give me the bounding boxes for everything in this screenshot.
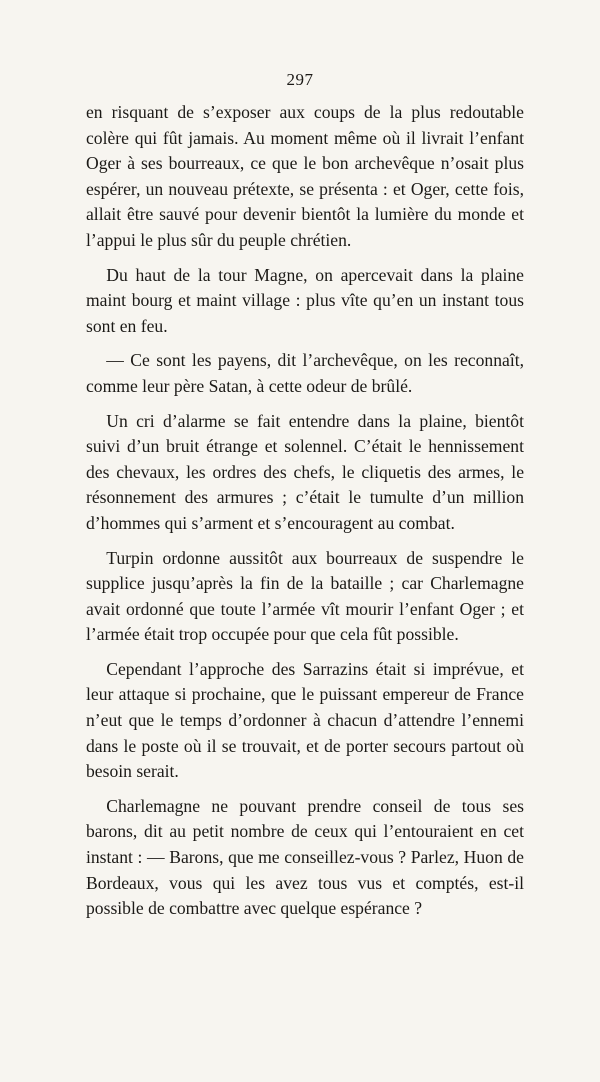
paragraph: — Ce sont les payens, dit l’archevêque, on les reconnaît, comme leur père Satan, à cette odeur de brûlé. [86,350,524,396]
body-text [86,100,524,931]
paragraph: Du haut de la tour Magne, on apercevait dans la plaine maint bourg et maint village : plus vîte qu’en un instant tous sont en feu. [86,264,524,336]
page-number: 297 [286,70,314,89]
paragraph-continued: en risquant de s’exposer aux coups de la plus redoutable colère qui fût jamais. Au moment même où il livrait l’enfant Oger à ses bourreaux, ce que le bon archevêque n’osait plus espérer, un nouveau prétexte, se présenta : et Oger, cette fois, allait être sauvé pour devenir bientôt la lumière du monde et l’appui le plus sûr du peuple chrétien. [86,102,524,250]
paragraph: Un cri d’alarme se fait entendre dans la plaine, bientôt suivi d’un bruit étrange et solennel. C’était le hennissement des chevaux, les ordres des chefs, le cliquetis des armes, le résonnement des armures ; c’était le tumulte d’un million d’hommes qui s’arment et s’encouragent au combat. [86,410,524,533]
paragraph: Charlemagne ne pouvant prendre conseil de tous ses barons, dit au petit nombre de ceux qui l’entouraient en cet instant : — Barons, que me conseillez-vous ? Parlez, Huon de Bordeaux, vous qui les avez tous vus et comptés, est-il possible de combattre avec quelque espérance ? [86,795,524,919]
paragraph: Turpin ordonne aussitôt aux bourreaux de suspendre le supplice jusqu’après la fin de la bataille ; car Charlemagne avait ordonné que toute l’armée vît mourir l’enfant Oger ; et l’armée était trop occupée pour que cela fût possible. [86,547,524,645]
paragraph: Cependant l’approche des Sarrazins était si imprévue, et leur attaque si prochaine, que le puissant empereur de France n’eut que le temps d’ordonner à chacun d’attendre l’ennemi dans le poste où il se trouvait, et de porter secours partout où besoin serait. [86,658,524,782]
